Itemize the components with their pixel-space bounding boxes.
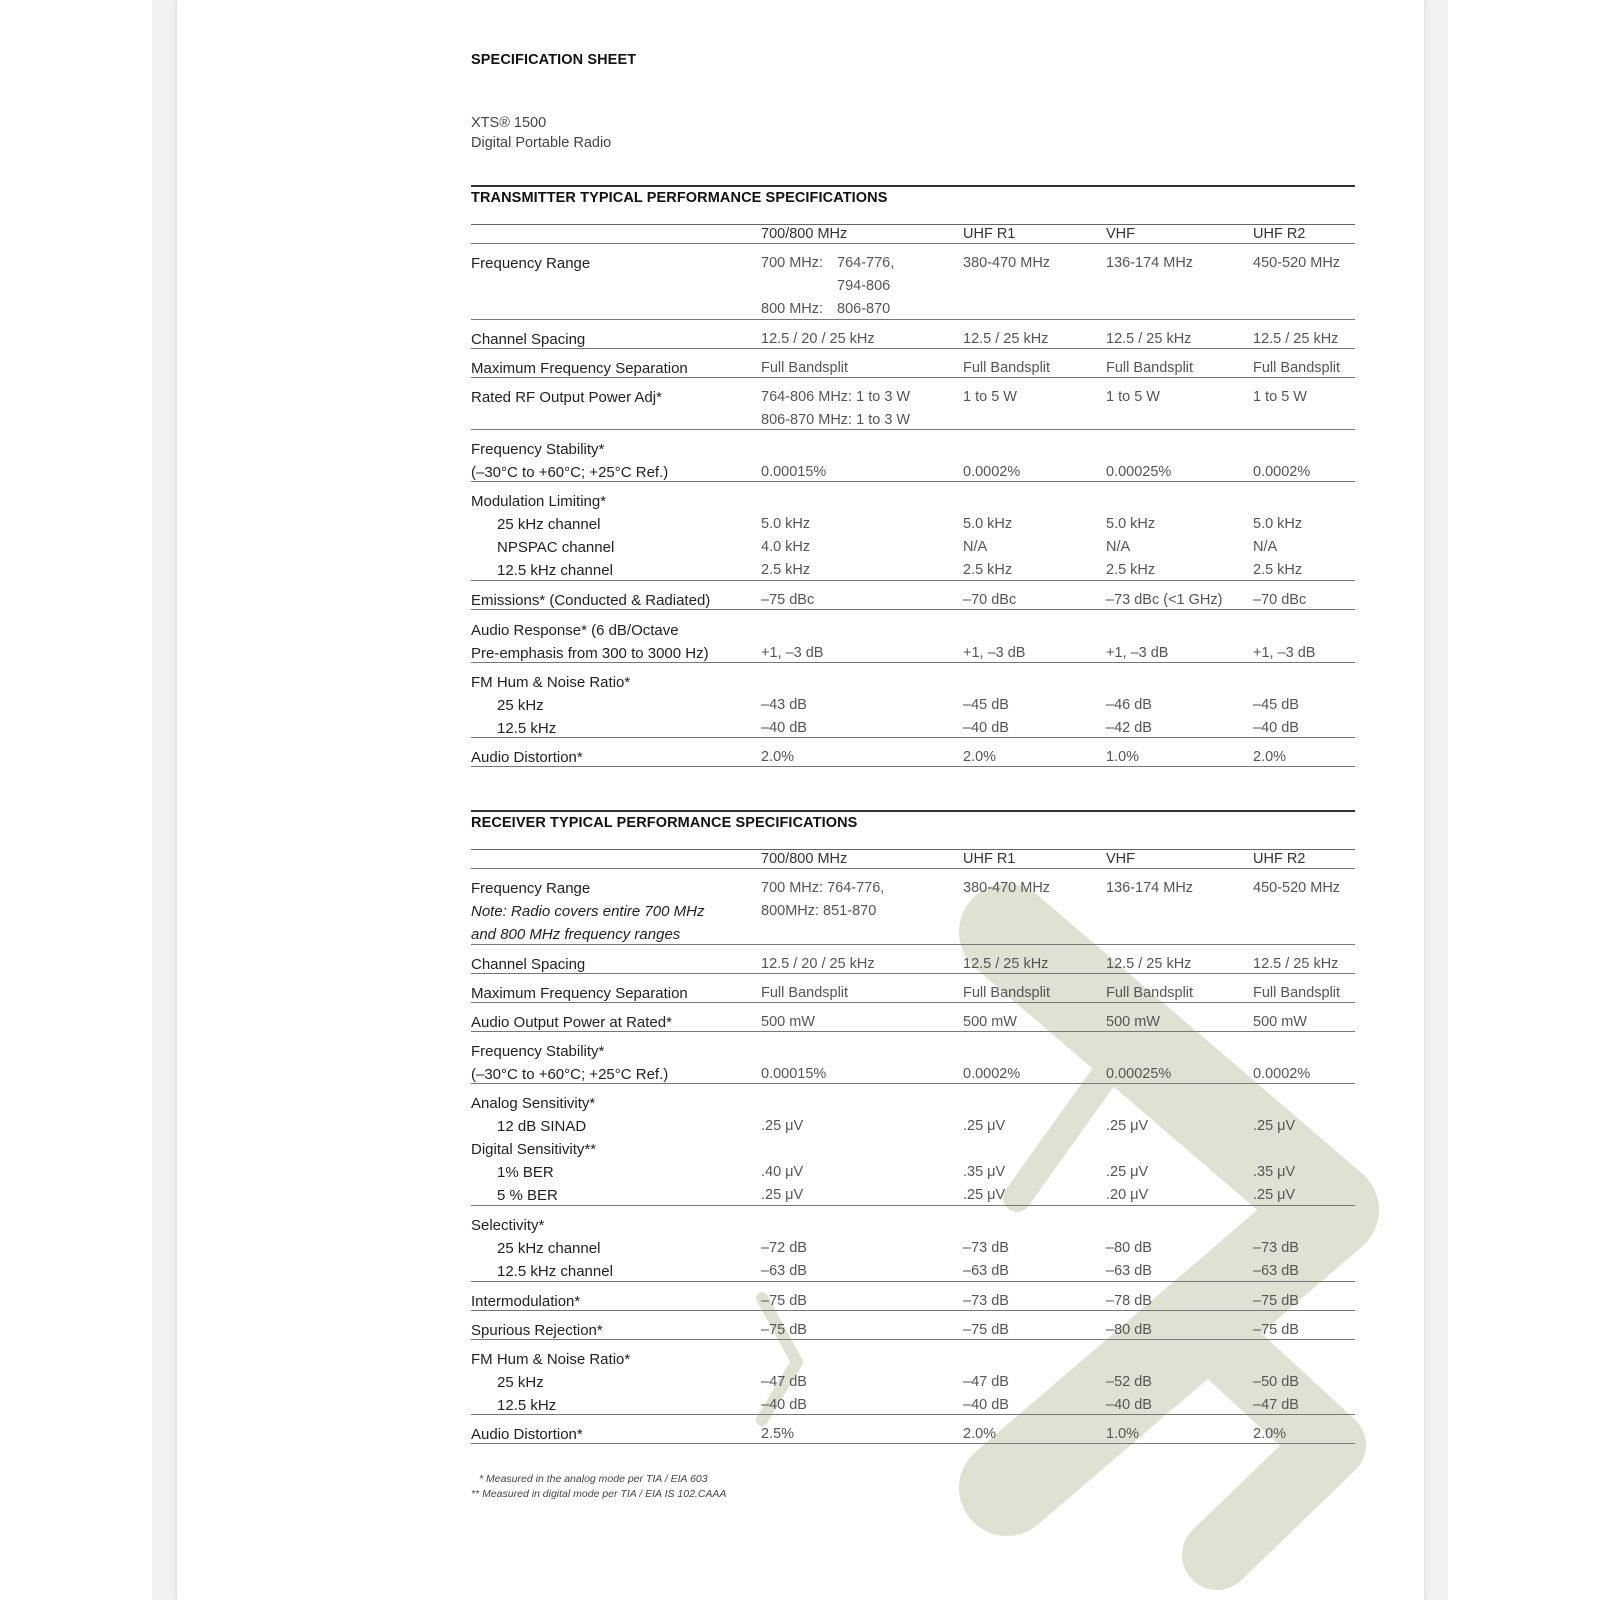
cell: 380-470 MHz (963, 255, 1051, 271)
cell: .25 μV (1106, 1118, 1149, 1134)
cell: –47 dB (1253, 1397, 1299, 1413)
cell: –63 dB (963, 1263, 1009, 1279)
row-sublabel: 12.5 kHz channel (497, 562, 613, 579)
row-label: Channel Spacing (471, 956, 586, 973)
cell: 500 mW (963, 1014, 1017, 1030)
cell: 5.0 kHz (761, 516, 811, 532)
cell: –45 dB (1253, 697, 1299, 713)
cell: –73 dB (963, 1293, 1009, 1309)
table-row (471, 1282, 1355, 1311)
transmitter-table (471, 224, 1355, 767)
row-note: Note: Radio covers entire 700 MHz (471, 903, 705, 920)
row-label: FM Hum & Noise Ratio* (471, 1351, 631, 1368)
cell: 700 MHz: (761, 255, 824, 271)
table-row (471, 349, 1355, 378)
footnote: * Measured in the analog mode per TIA / EIA 603 (479, 1473, 708, 1485)
table-row (471, 663, 1355, 738)
receiver-section (471, 810, 1355, 1444)
section-rule (471, 185, 1355, 187)
cell: 0.00025% (1106, 464, 1172, 480)
table-row (471, 974, 1355, 1003)
cell: .25 μV (963, 1187, 1006, 1203)
product-block (471, 113, 611, 153)
cell: Full Bandsplit (1106, 985, 1194, 1001)
cell: Full Bandsplit (963, 360, 1051, 376)
cell: –75 dB (1253, 1322, 1299, 1338)
cell: 12.5 / 25 kHz (1106, 956, 1192, 972)
row-sublabel: 12.5 kHz (497, 720, 557, 737)
cell: Full Bandsplit (1106, 360, 1194, 376)
table-row (471, 945, 1355, 974)
cell: –63 dB (1253, 1263, 1299, 1279)
cell: 1.0% (1106, 749, 1140, 765)
column-header: VHF (1106, 226, 1135, 242)
row-label: Frequency Range (471, 255, 591, 272)
cell: N/A (963, 539, 988, 555)
column-header: UHF R1 (963, 851, 1016, 867)
table-row (471, 610, 1355, 663)
cell: –75 dB (963, 1322, 1009, 1338)
cell: 12.5 / 20 / 25 kHz (761, 956, 875, 972)
cell: 2.0% (963, 749, 997, 765)
row-label: Audio Distortion* (471, 749, 583, 766)
cell: .25 μV (1253, 1187, 1296, 1203)
cell: +1, –3 dB (1106, 645, 1169, 661)
cell: .35 μV (1253, 1164, 1296, 1180)
column-header: UHF R1 (963, 226, 1016, 242)
cell: –75 dB (761, 1322, 807, 1338)
cell: –75 dBc (761, 592, 815, 608)
cell: 2.0% (1253, 749, 1287, 765)
row-label: Audio Distortion* (471, 1426, 583, 1443)
cell: 12.5 / 25 kHz (963, 956, 1049, 972)
left-margin (0, 0, 152, 1600)
cell: –80 dB (1106, 1322, 1152, 1338)
cell: .25 μV (963, 1118, 1006, 1134)
row-label: FM Hum & Noise Ratio* (471, 674, 631, 691)
transmitter-section (471, 185, 1355, 767)
table-row (471, 1340, 1355, 1415)
row-label: Modulation Limiting* (471, 493, 607, 510)
row-label: Analog Sensitivity* (471, 1095, 596, 1112)
cell: –45 dB (963, 697, 1009, 713)
cell: –72 dB (761, 1240, 807, 1256)
row-label: (–30°C to +60°C; +25°C Ref.) (471, 1066, 669, 1083)
cell: 500 mW (761, 1014, 815, 1030)
cell: 764-806 MHz: 1 to 3 W (761, 389, 911, 405)
footnotes (471, 1472, 726, 1502)
cell: –63 dB (761, 1263, 807, 1279)
column-header: VHF (1106, 851, 1135, 867)
cell: 700 MHz: 764-776, (761, 880, 885, 896)
row-label: Maximum Frequency Separation (471, 985, 688, 1002)
cell: .35 μV (963, 1164, 1006, 1180)
column-header: 700/800 MHz (761, 226, 848, 242)
row-sublabel: 12 dB SINAD (497, 1118, 587, 1135)
cell: 794-806 (837, 278, 891, 294)
cell: –46 dB (1106, 697, 1152, 713)
table-row (471, 430, 1355, 482)
row-label: Digital Sensitivity** (471, 1141, 597, 1158)
cell: 5.0 kHz (1106, 516, 1156, 532)
cell: 2.5 kHz (1253, 562, 1303, 578)
cell: –63 dB (1106, 1263, 1152, 1279)
cell: 806-870 (837, 301, 891, 317)
cell: –73 dBc (<1 GHz) (1106, 592, 1223, 608)
cell: 0.00015% (761, 1066, 827, 1082)
section-rule (471, 810, 1355, 812)
row-label: Spurious Rejection* (471, 1322, 603, 1339)
row-sublabel: 25 kHz (497, 697, 544, 714)
cell: 12.5 / 25 kHz (1253, 331, 1339, 347)
cell: –40 dB (963, 1397, 1009, 1413)
row-sublabel: 5 % BER (497, 1187, 558, 1204)
row-sublabel: 25 kHz (497, 1374, 544, 1391)
table-row (471, 1206, 1355, 1282)
column-header-row (471, 850, 1355, 869)
cell: +1, –3 dB (761, 645, 824, 661)
row-label: Pre-emphasis from 300 to 3000 Hz) (471, 645, 709, 662)
row-label: Frequency Stability* (471, 1043, 605, 1060)
row-label: (–30°C to +60°C; +25°C Ref.) (471, 464, 669, 481)
cell: .25 μV (761, 1187, 804, 1203)
cell: Full Bandsplit (963, 985, 1051, 1001)
cell: .20 μV (1106, 1187, 1149, 1203)
product-name: XTS® 1500 (471, 115, 547, 131)
cell: –73 dB (963, 1240, 1009, 1256)
cell: –40 dB (761, 720, 807, 736)
column-header: UHF R2 (1253, 851, 1306, 867)
cell: 1 to 5 W (1106, 389, 1160, 405)
cell: –70 dBc (963, 592, 1017, 608)
cell: –75 dB (1253, 1293, 1299, 1309)
cell: 1 to 5 W (963, 389, 1017, 405)
row-sublabel: 12.5 kHz channel (497, 1263, 613, 1280)
table-row (471, 1084, 1355, 1206)
table-row (471, 378, 1355, 430)
cell: 806-870 MHz: 1 to 3 W (761, 412, 911, 428)
cell: –40 dB (1106, 1397, 1152, 1413)
sheet-title: SPECIFICATION SHEET (471, 52, 637, 68)
row-label: Frequency Range (471, 880, 591, 897)
cell: 800 MHz: (761, 301, 824, 317)
cell: –43 dB (761, 697, 807, 713)
table-row (471, 244, 1355, 320)
table-row (471, 1003, 1355, 1032)
cell: 2.0% (1253, 1426, 1287, 1442)
table-row (471, 581, 1355, 610)
cell: .40 μV (761, 1164, 804, 1180)
cell: –75 dB (761, 1293, 807, 1309)
row-sublabel: NPSPAC channel (497, 539, 615, 556)
cell: N/A (1106, 539, 1131, 555)
row-label: Intermodulation* (471, 1293, 581, 1310)
cell: 136-174 MHz (1106, 880, 1194, 896)
cell: 450-520 MHz (1253, 255, 1341, 271)
cell: 2.0% (761, 749, 795, 765)
footnote: ** Measured in digital mode per TIA / EIA IS 102.CAAA (471, 1488, 727, 1500)
cell: 12.5 / 20 / 25 kHz (761, 331, 875, 347)
row-label: Frequency Stability* (471, 441, 605, 458)
cell: 12.5 / 25 kHz (1106, 331, 1192, 347)
cell: 450-520 MHz (1253, 880, 1341, 896)
cell: +1, –3 dB (1253, 645, 1316, 661)
table-row (471, 869, 1355, 945)
cell: 800MHz: 851-870 (761, 903, 877, 919)
cell: 0.0002% (963, 1066, 1021, 1082)
cell: 0.0002% (963, 464, 1021, 480)
cell: –80 dB (1106, 1240, 1152, 1256)
cell: –50 dB (1253, 1374, 1299, 1390)
cell: 1.0% (1106, 1426, 1140, 1442)
cell: 2.5 kHz (761, 562, 811, 578)
column-header: UHF R2 (1253, 226, 1306, 242)
cell: –42 dB (1106, 720, 1152, 736)
row-label: Rated RF Output Power Adj* (471, 389, 662, 406)
right-margin (1448, 0, 1600, 1600)
row-sublabel: 12.5 kHz (497, 1397, 557, 1414)
row-label: Maximum Frequency Separation (471, 360, 688, 377)
row-label: Audio Response* (6 dB/Octave (471, 622, 679, 639)
table-row (471, 1415, 1355, 1444)
cell: Full Bandsplit (1253, 985, 1341, 1001)
row-sublabel: 1% BER (497, 1164, 554, 1181)
cell: 2.5% (761, 1426, 795, 1442)
cell: –70 dBc (1253, 592, 1307, 608)
cell: .25 μV (1106, 1164, 1149, 1180)
cell: 12.5 / 25 kHz (963, 331, 1049, 347)
receiver-table (471, 849, 1355, 1444)
row-label: Audio Output Power at Rated* (471, 1014, 672, 1031)
cell: 4.0 kHz (761, 539, 811, 555)
cell: 500 mW (1106, 1014, 1160, 1030)
cell: 0.0002% (1253, 1066, 1311, 1082)
table-row (471, 1032, 1355, 1084)
cell: 1 to 5 W (1253, 389, 1307, 405)
cell: .25 μV (761, 1118, 804, 1134)
cell: 5.0 kHz (1253, 516, 1303, 532)
product-subtitle: Digital Portable Radio (471, 135, 612, 151)
cell: Full Bandsplit (761, 985, 849, 1001)
cell: 764-776, (837, 255, 895, 271)
cell: 136-174 MHz (1106, 255, 1194, 271)
cell: Full Bandsplit (761, 360, 849, 376)
table-row (471, 738, 1355, 767)
row-note: and 800 MHz frequency ranges (471, 926, 681, 943)
row-label: Emissions* (Conducted & Radiated) (471, 592, 711, 609)
document-page (177, 0, 1424, 1600)
transmitter-title: TRANSMITTER TYPICAL PERFORMANCE SPECIFICATIONS (471, 190, 888, 206)
cell: 2.0% (963, 1426, 997, 1442)
cell: –40 dB (761, 1397, 807, 1413)
row-label: Channel Spacing (471, 331, 586, 348)
column-header: 700/800 MHz (761, 851, 848, 867)
row-sublabel: 25 kHz channel (497, 1240, 601, 1257)
row-sublabel: 25 kHz channel (497, 516, 601, 533)
cell: Full Bandsplit (1253, 360, 1341, 376)
table-row (471, 320, 1355, 349)
cell: 0.00025% (1106, 1066, 1172, 1082)
cell: –73 dB (1253, 1240, 1299, 1256)
cell: 0.0002% (1253, 464, 1311, 480)
cell: 380-470 MHz (963, 880, 1051, 896)
cell: N/A (1253, 539, 1278, 555)
receiver-title: RECEIVER TYPICAL PERFORMANCE SPECIFICATIONS (471, 815, 858, 831)
row-label: Selectivity* (471, 1217, 545, 1234)
cell: 0.00015% (761, 464, 827, 480)
cell: 500 mW (1253, 1014, 1307, 1030)
cell: 2.5 kHz (963, 562, 1013, 578)
table-row (471, 1311, 1355, 1340)
cell: .25 μV (1253, 1118, 1296, 1134)
cell: –40 dB (1253, 720, 1299, 736)
cell: –78 dB (1106, 1293, 1152, 1309)
cell: –52 dB (1106, 1374, 1152, 1390)
cell: +1, –3 dB (963, 645, 1026, 661)
cell: –47 dB (963, 1374, 1009, 1390)
cell: 12.5 / 25 kHz (1253, 956, 1339, 972)
cell: 2.5 kHz (1106, 562, 1156, 578)
cell: 5.0 kHz (963, 516, 1013, 532)
table-row (471, 482, 1355, 581)
cell: –40 dB (963, 720, 1009, 736)
column-header-row (471, 225, 1355, 244)
cell: –47 dB (761, 1374, 807, 1390)
